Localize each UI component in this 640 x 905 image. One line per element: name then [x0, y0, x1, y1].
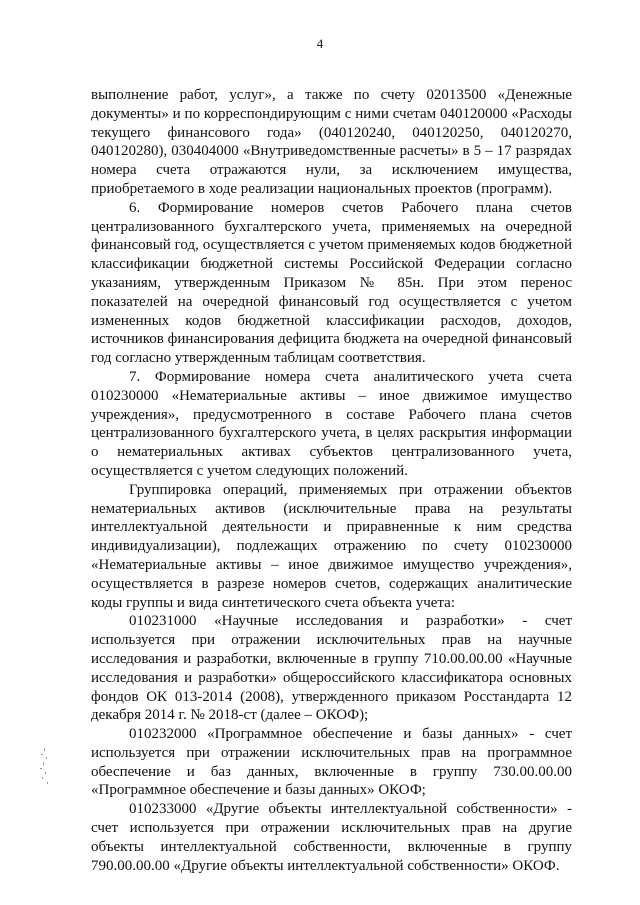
page-number: 4: [316, 36, 324, 51]
paragraph-continuation: выполнение работ, услуг», а также по счету 02013500 «Денежные документы» и по корреспондирующим с ними счетам 040120000 «Расходы текущего финансового года» (040120240, 040120250, 040120270, 040120280), 030404000 «Внутриведомственные расчеты» в 5 – 17 разрядах номера счета отражаются нули, за исключением имущества, приобретаемого в ходе реализации национальных проектов (программ).: [91, 87, 572, 197]
paragraph-item-7: 7. Формирование номера счета аналитического учета счета 010230000 «Нематериальные активы – иное движимое имущество учреждения», предусмотренного в составе Рабочего плана счетов централизованного бухгалтерского учета, в целях раскрытия информации о нематериальных активах субъектов централизованного учета, осуществляется с учетом следующих положений.: [91, 368, 572, 479]
paragraph-account-010231000: 010231000 «Научные исследования и разработки» - счет используется при отражении исключительных прав на научные исследования и разработки, включенные в группу 710.00.00.00 «Научные исследования и разработки» общероссийского классификатора основных фондов ОК 013-2014 (2008), утвержденного приказом Росстандарта 12 декабря 2014 г. № 2018-ст (далее – ОКОФ);: [91, 613, 572, 724]
paragraph-grouping: Группировка операций, применяемых при отражении объектов нематериальных активов (исключительные права на результаты интеллектуальной деятельности и приравненные к ним средства индивидуализации), подлежащих отражению по счету 010230000 «Нематериальные активы – иное движимое имущество учреждения», осуществляется в разрезе номеров счетов, содержащих аналитические коды группы и вида синтетического счета объекта учета:: [91, 481, 572, 611]
paragraph-account-010232000: 010232000 «Программное обеспечение и базы данных» - счет используется при отражении исключительных прав на программное обеспечение и баз данных, включенные в группу 730.00.00.00 «Программное обеспечение и базы данных» ОКОФ;: [91, 726, 572, 799]
scan-artifact-marks: [38, 748, 52, 788]
paragraph-item-6: 6. Формирование номеров счетов Рабочего плана счетов централизованного бухгалтерского учета, применяемых на очередной финансовый год, осуществляется с учетом применяемых кодов бюджетной классификации бюджетной системы Российской Федерации согласно указаниям, утвержденным Приказом № 85н. При этом перенос показателей на очередной финансовый год осуществляется с учетом измененных кодов бюджетной классификации расходов, доходов, источников финансирования дефицита бюджета на очередной финансовый год согласно утвержденным таблицам соответствия.: [91, 199, 572, 367]
paragraph-account-010233000: 010233000 «Другие объекты интеллектуальной собственности» - счет используется при отражении исключительных прав на другие объекты интеллектуальной собственности, включенные в группу 790.00.00.00 «Другие объекты интеллектуальной собственности» ОКОФ.: [91, 801, 572, 874]
document-body: [91, 86, 572, 875]
